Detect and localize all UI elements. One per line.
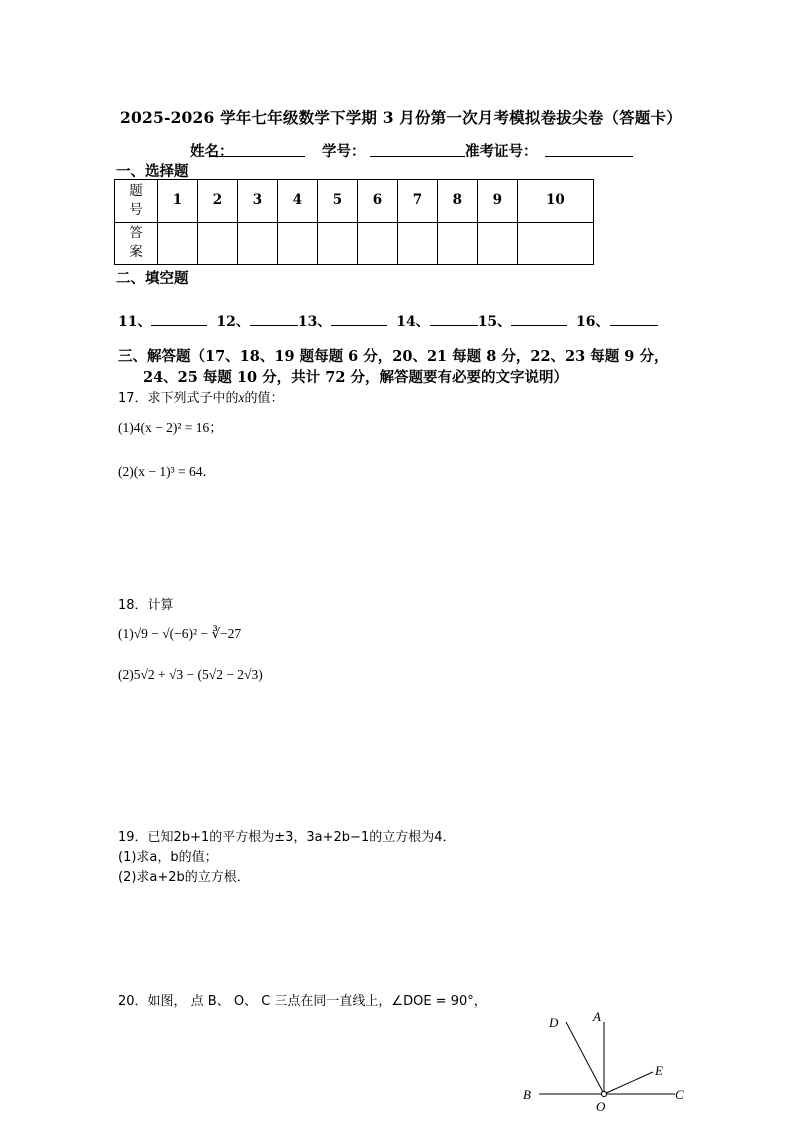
fill-item-label: 15、 [477, 314, 512, 330]
question-number-cell: 1 [158, 180, 198, 223]
question-18-stem: 18．计算 [118, 598, 174, 613]
question-number-header: 题 号 [115, 180, 158, 223]
document-title: 2025-2026 学年七年级数学下学期 3 月份第一次月考模拟卷拔尖卷（答题卡） [120, 108, 682, 127]
fill-blank[interactable] [250, 311, 298, 326]
answer-cell[interactable] [317, 222, 357, 265]
question-18-part-1: (1)√9 − √(−6)² − ∛−27 [118, 626, 242, 641]
section-fill-heading: 二、填空题 [116, 270, 189, 287]
question-19-part-1: (1)求a，b的值； [118, 850, 218, 865]
question-number-cell: 7 [397, 180, 437, 223]
question-19-part-2: (2)求a+2b的立方根． [118, 870, 250, 885]
question-number-cell: 5 [317, 180, 357, 223]
fill-item-label: 11、 [118, 314, 152, 330]
question-20-stem: 20．如图， 点 B、 O、 C 三点在同一直线上，∠DOE = 90°， [118, 994, 487, 1009]
fill-item-label: 16、 [576, 314, 610, 330]
question-19-stem: 19．已知2b+1的平方根为±3，3a+2b−1的立方根为4． [118, 830, 456, 845]
exam-number-blank[interactable] [545, 142, 633, 157]
section-choice-heading: 一、选择题 [116, 163, 189, 180]
question-number-cell: 6 [357, 180, 397, 223]
answer-cell[interactable] [437, 222, 477, 265]
answer-cell[interactable] [517, 222, 593, 265]
label-o: O [596, 1099, 606, 1114]
section-solve-heading: 三、解答题（17、18、19 题每题 6 分，20、21 每题 8 分，22、23 每题 9 分， [118, 348, 669, 365]
fill-blank[interactable] [430, 311, 478, 326]
answer-cell[interactable] [277, 222, 317, 265]
label-d: D [549, 1015, 559, 1030]
answer-cell[interactable] [477, 222, 517, 265]
label-e: E [655, 1063, 663, 1078]
label-c: C [675, 1087, 684, 1102]
fill-item-label: 14、 [396, 314, 430, 330]
choice-answer-table [114, 179, 594, 265]
question-17-part-2: (2)(x − 1)³ = 64． [118, 464, 217, 479]
question-17-stem: 17．求下列式子中的x的值： [118, 390, 284, 406]
question-18-part-2: (2)5√2 + √3 − (5√2 − 2√3) [118, 667, 263, 682]
question-number-cell: 9 [477, 180, 517, 223]
table-row [115, 180, 594, 223]
fill-item-label: 12、 [216, 314, 250, 330]
answer-cell[interactable] [158, 222, 198, 265]
question-number-cell: 8 [437, 180, 477, 223]
label-a: A [593, 1009, 601, 1024]
fill-blank[interactable] [331, 311, 387, 326]
question-number-cell: 3 [237, 180, 277, 223]
question-17-part-1: (1)4(x − 2)² = 16； [118, 420, 223, 435]
fill-in-blanks-row [118, 311, 658, 331]
fill-blank[interactable] [610, 311, 658, 326]
answer-cell[interactable] [237, 222, 277, 265]
fill-item-label: 13、 [297, 314, 332, 330]
angle-figure [515, 1000, 695, 1115]
answer-header: 答 案 [115, 222, 158, 265]
fill-blank[interactable] [511, 311, 567, 326]
section-solve-heading-cont: 24、25 每题 10 分，共计 72 分，解答题要有必要的文字说明） [143, 369, 568, 386]
name-blank[interactable] [210, 142, 305, 157]
question-number-cell: 4 [277, 180, 317, 223]
ray-oe [604, 1072, 653, 1094]
table-row [115, 222, 594, 265]
ray-od [566, 1022, 604, 1094]
question-number-cell: 2 [197, 180, 237, 223]
point-o [601, 1091, 606, 1096]
fill-blank[interactable] [151, 311, 207, 326]
student-id-label: 学号： [322, 143, 366, 160]
answer-cell[interactable] [397, 222, 437, 265]
exam-number-label: 准考证号： [465, 143, 538, 160]
student-id-blank[interactable] [370, 142, 465, 157]
question-number-cell: 10 [517, 180, 593, 223]
label-b: B [523, 1087, 531, 1102]
answer-cell[interactable] [357, 222, 397, 265]
name-label: 姓名： [190, 143, 234, 160]
answer-cell[interactable] [197, 222, 237, 265]
